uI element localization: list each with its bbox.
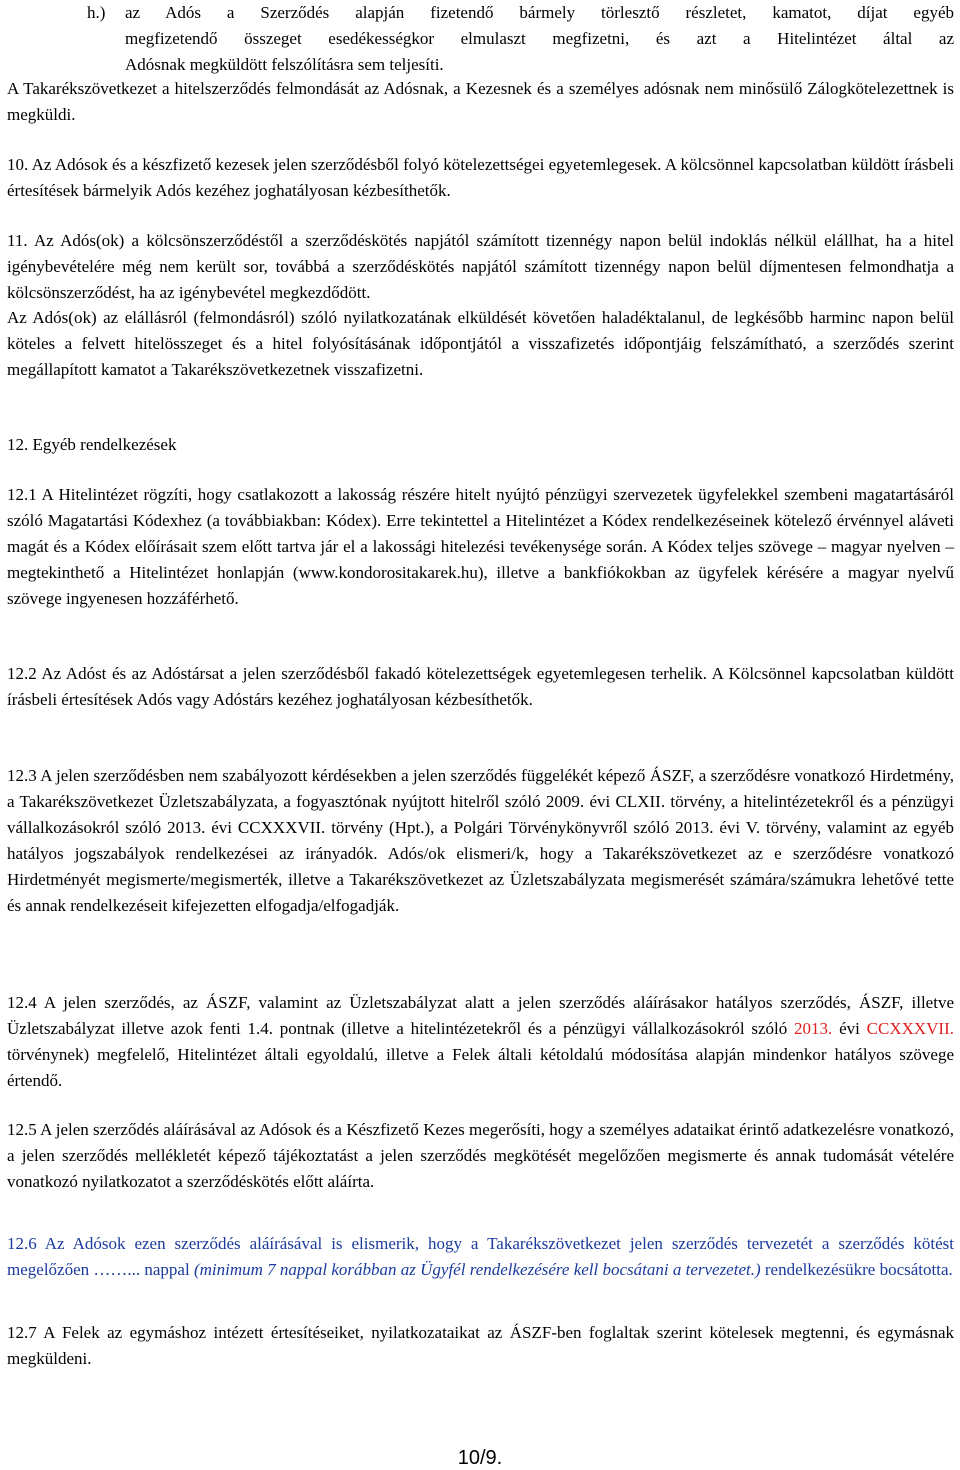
- section-12-6-italic-note: (minimum 7 nappal korábban az Ügyfél rendelkezésére kell bocsátani a tervezetet.): [193, 1260, 761, 1279]
- clause-h: [7, 0, 954, 78]
- section-12-6-text-a: 12.6 Az Adósok ezen szerződés aláírásával is elismerik, hogy a Takarékszövetkezet jelen szerződés tervezetét a szerződés kötést megelőzően ……... nappal: [7, 1234, 954, 1279]
- section-10-paragraph: 10. Az Adósok és a készfizető kezesek jelen szerződésből folyó kötelezettségei egyetemlegesek. A kölcsönnel kapcsolatban küldött írásbeli értesítések bármelyik Adós kezéhez joghatályosan kézbesíthetők.: [7, 155, 954, 200]
- clause-h-line1: az Adós a Szerződés alapján fizetendő bármely törlesztő részletet, kamatot, díjat egyéb: [125, 3, 954, 22]
- section-12-5-paragraph: 12.5 A jelen szerződés aláírásával az Adósok és a Készfizető Kezes megerősíti, hogy a személyes adataikat érintő adatkezelésre vonatkozó, a jelen szerződés mellékletét képező tájékoztatást a jelen szerződés megkötését megelőzően megismerte és annak tudomását vételére vonatkozó nyilatkozatot a szerződéskötés előtt aláírta.: [7, 1120, 954, 1191]
- section-12-4-paragraph: [7, 990, 954, 1094]
- section-12-7-paragraph: 12.7 A Felek az egymáshoz intézett értesítéseiket, nyilatkozataikat az ÁSZF-ben foglaltak szerint kötelesek megtenni, és egymásnak megküldeni.: [7, 1323, 954, 1368]
- page-number: 10/9.: [457, 1447, 503, 1469]
- termination-notice-paragraph: A Takarékszövetkezet a hitelszerződés felmondását az Adósnak, a Kezesnek és a személyes adósnak nem minősülő Zálogkötelezettnek is megküldi.: [7, 79, 954, 124]
- section-11-paragraph: 11. Az Adós(ok) a kölcsönszerződéstől a szerződéskötés napjától számított tizennégy napon belül indoklás nélkül elállhat, ha a hitel igénybevételére még nem került sor, továbbá a szerződéskötés napjától számított tizennégy napon belül díjmentesen felmondhatja a kölcsönszerződést, ha az igénybevétel megkezdődött.: [7, 231, 954, 302]
- clause-h-line2: megfizetendő összeget esedékességkor elmulaszt megfizetni, és azt a Hitelintézet által az: [125, 29, 954, 48]
- section-12-title: 12. Egyéb rendelkezések: [7, 435, 177, 454]
- section-11-repayment-paragraph: Az Adós(ok) az elállásról (felmondásról) szóló nyilatkozatának elküldését követően haladéktalanul, de legkésőbb harminc napon belül köteles a felvett hitelösszeget és a hitel folyósításának időpontjától a visszafizetés időpontjáig felszámítható, a szerződés szerint megállapított kamatot a Takarékszövetkezetnek visszafizetni.: [7, 308, 954, 379]
- section-12-4-text-a: 12.4 A jelen szerződés, az ÁSZF, valamint az Üzletszabályzat alatt a jelen szerződés aláírásakor hatályos szerződés, ÁSZF, illetve Üzletszabályzat illetve azok fenti 1.4. pontnak (illetve a hitelintézetekről és a pénzügyi vállalkozásokról szóló: [7, 993, 954, 1038]
- section-12-6-paragraph: [7, 1231, 954, 1283]
- clause-h-label: h.): [87, 3, 106, 22]
- section-12-4-text-c: törvénynek) megfelelő, Hitelintézet általi egyoldalú, illetve a Felek általi kétoldalú módosítása alapján mindenkor hatályos szövege értendő.: [7, 1045, 954, 1090]
- section-12-4-red-act: CCXXXVII.: [866, 1019, 954, 1038]
- section-12-6-text-b: rendelkezésükre bocsátotta.: [760, 1260, 953, 1279]
- section-12-1-paragraph: 12.1 A Hitelintézet rögzíti, hogy csatlakozott a lakosság részére hitelt nyújtó pénzügyi szervezetek ügyfelekkel szembeni magatartásáról szóló Magatartási Kódexhez (a továbbiakban: Kódex). Erre tekintettel a Hitelintézet a Kódex rendelkezéseinek kötelező érvénnyel aláveti magát és a Kódex előírásait szem előtt tartva jár el a lakossági hitelezési tevékenysége során. A Kódex teljes szövege – magyar nyelven – megtekinthető a Hitelintézet honlapján (www.kondorositakarek.hu), illetve a bankfiókokban az ügyfelek kérésére a magyar nyelvű szövege ingyenesen hozzáférhető.: [7, 485, 954, 608]
- clause-h-line3: Adósnak megküldött felszólításra sem teljesíti.: [125, 55, 444, 74]
- section-12-4-text-b: évi: [832, 1019, 867, 1038]
- section-12-3-paragraph: 12.3 A jelen szerződésben nem szabályozott kérdésekben a jelen szerződés függelékét képező ÁSZF, a szerződésre vonatkozó Hirdetmény, a Takarékszövetkezet Üzletszabályzata, a fogyasztónak nyújtott hitelről szóló 2009. évi CLXII. törvény, a hitelintézetekről és a pénzügyi vállalkozásokról szóló 2013. évi CCXXXVII. törvény (Hpt.), a Polgári Törvénykönyvről szóló 2013. évi V. törvény, valamint az egyéb hatályos jogszabályok rendelkezései az irányadók. Adós/ok elismeri/k, hogy a Takarékszövetkezet az e szerződésre vonatkozó Hirdetményét megismerte/megismerték, illetve a Takarékszövetkezet az Üzletszabályzata megismerését számára/számukra lehetővé tette és annak rendelkezéseit kifejezetten elfogadja/elfogadják.: [7, 766, 954, 915]
- section-12-4-red-year: 2013.: [794, 1019, 833, 1038]
- section-12-2-paragraph: 12.2 Az Adóst és az Adóstársat a jelen szerződésből fakadó kötelezettségek egyetemlegesen terhelik. A Kölcsönnel kapcsolatban küldött írásbeli értesítések Adós vagy Adóstárs kezéhez joghatályosan kézbesíthetők.: [7, 664, 954, 709]
